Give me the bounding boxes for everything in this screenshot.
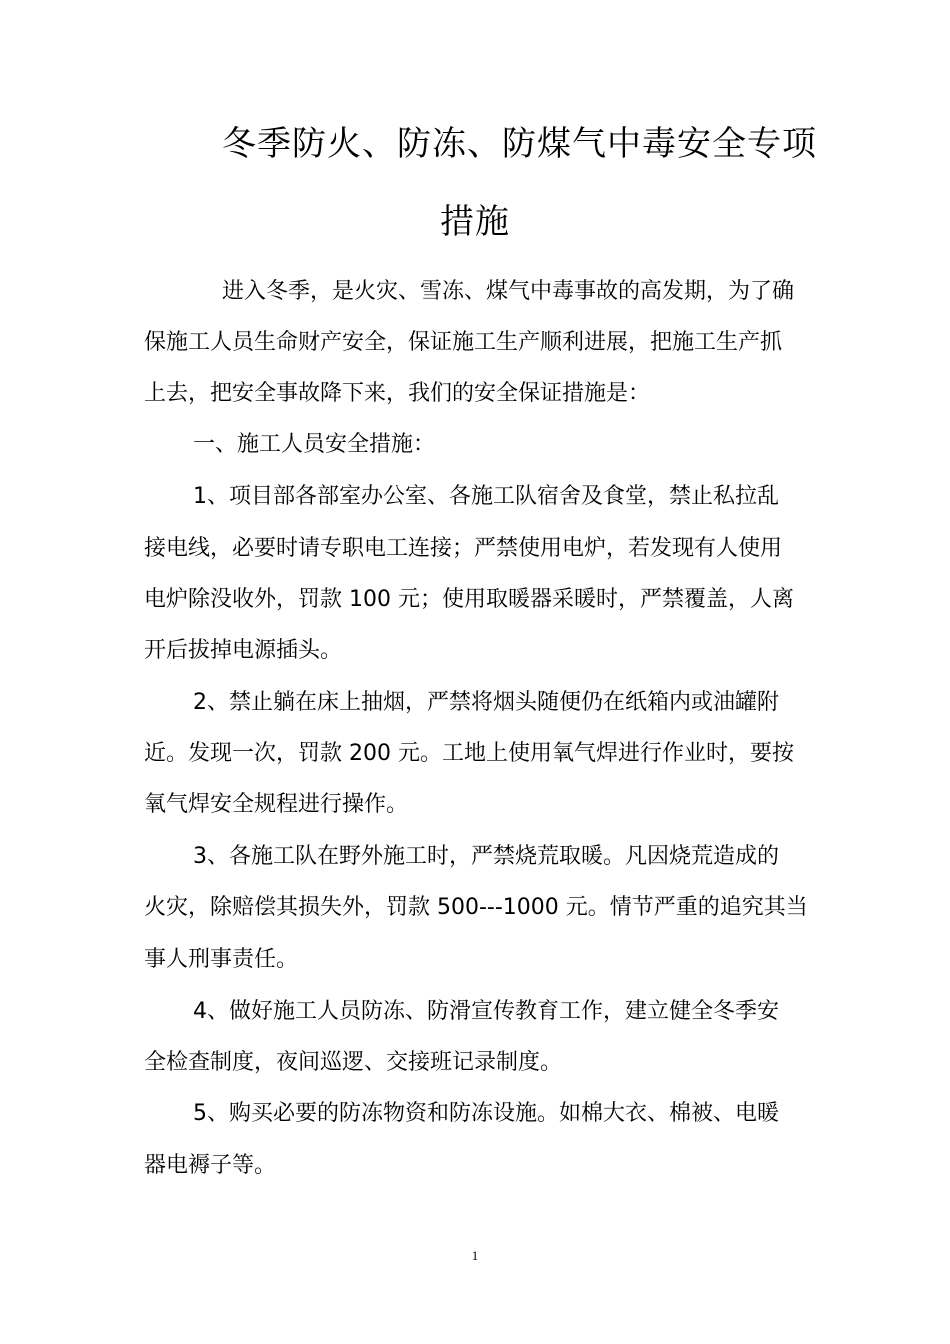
item-1-line-4: 开后拔掉电源插头。 (144, 638, 343, 663)
item-5-line-2: 器电褥子等。 (144, 1153, 277, 1178)
item-2-line-2: 近。发现一次，罚款 200 元。工地上使用氧气焊进行作业时，要按 (144, 741, 794, 766)
document-title-line-1: 冬季防火、防冻、防煤气中毒安全专项 (222, 124, 817, 164)
document-title-line-2: 措施 (440, 202, 510, 242)
item-4-line-1: 4、做好施工人员防冻、防滑宣传教育工作，建立健全冬季安 (193, 999, 779, 1024)
item-4-line-2: 全检查制度，夜间巡逻、交接班记录制度。 (144, 1050, 563, 1075)
item-3-line-1: 3、各施工队在野外施工时，严禁烧荒取暖。凡因烧荒造成的 (193, 844, 779, 869)
page-number: 1 (471, 1248, 479, 1263)
item-1-line-2: 接电线，必要时请专职电工连接；严禁使用电炉，若发现有人使用 (144, 536, 783, 561)
item-5-line-1: 5、购买必要的防冻物资和防冻设施。如棉大衣、棉被、电暖 (193, 1101, 779, 1126)
item-1-line-1: 1、项目部各部室办公室、各施工队宿舍及食堂，禁止私拉乱 (193, 484, 779, 509)
section-heading: 一、施工人员安全措施： (193, 432, 436, 457)
item-3-line-3: 事人刑事责任。 (144, 947, 299, 972)
intro-line-1: 进入冬季，是火灾、雪冻、煤气中毒事故的高发期，为了确 (222, 279, 795, 304)
item-2-line-1: 2、禁止躺在床上抽烟，严禁将烟头随便仍在纸箱内或油罐附 (193, 690, 779, 715)
intro-line-3: 上去，把安全事故降下来，我们的安全保证措施是： (144, 381, 651, 406)
item-2-line-3: 氧气焊安全规程进行操作。 (144, 792, 409, 817)
item-1-line-3: 电炉除没收外，罚款 100 元；使用取暖器采暖时，严禁覆盖，人离 (144, 587, 794, 612)
item-3-line-2: 火灾，除赔偿其损失外，罚款 500---1000 元。情节严重的追究其当 (144, 895, 808, 920)
intro-line-2: 保施工人员生命财产安全，保证施工生产顺利进展，把施工生产抓 (144, 330, 783, 355)
